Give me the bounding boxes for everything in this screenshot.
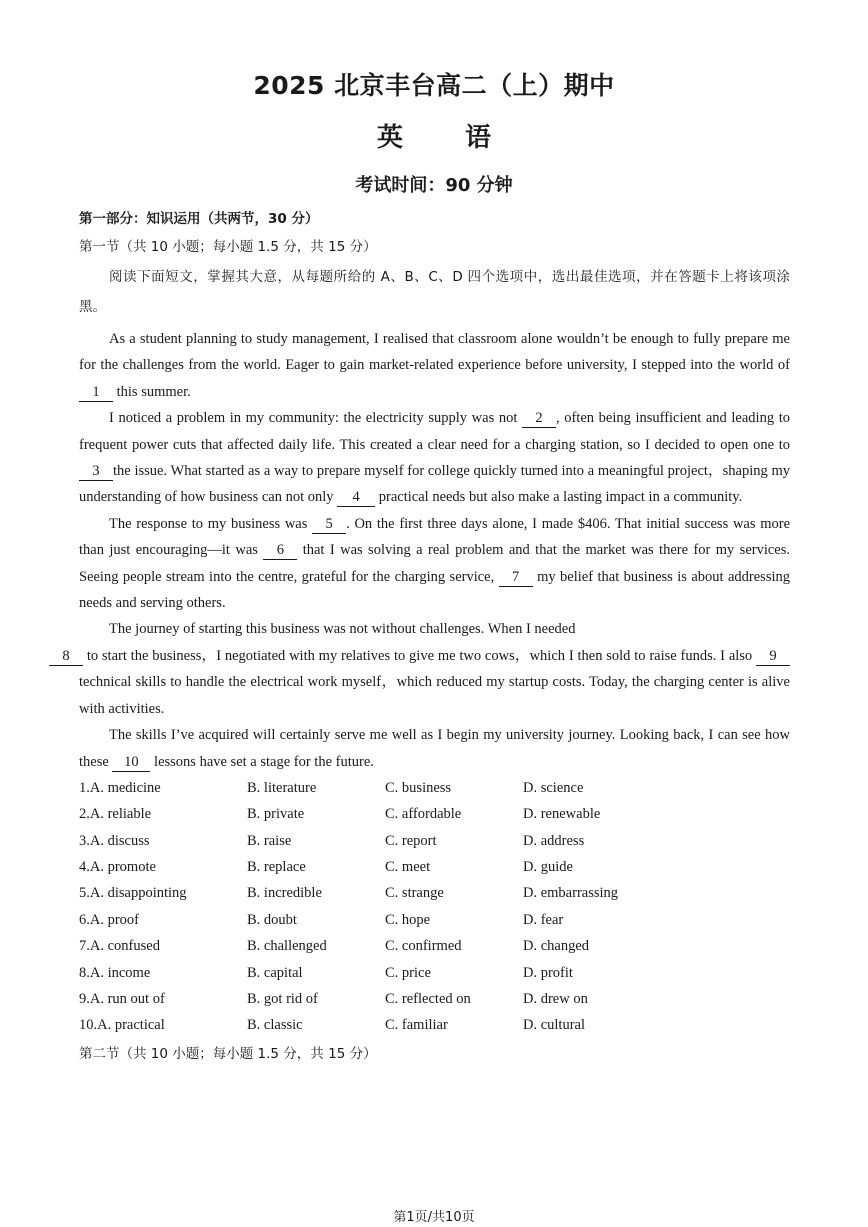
exam-title: 2025 北京丰台高二（上）期中	[253, 71, 615, 100]
subject-title	[0, 117, 868, 154]
section-heading: 第一节（共 10 小题；每小题 1.5 分，共 15 分）	[79, 239, 377, 255]
section-2-heading: 第二节（共 10 小题；每小题 1.5 分，共 15 分）	[79, 1045, 377, 1062]
blank-1: 1	[79, 383, 113, 402]
exam-body	[62, 206, 791, 1067]
blank-7: 7	[499, 568, 533, 587]
option-row: 2.A. reliable B. private C. affordable D. renewable	[79, 806, 601, 823]
option-row: 1.A. medicine B. literature C. business D. science	[79, 779, 584, 796]
option-row: 10.A. practical B. classic C. familiar D. cultural	[79, 1017, 586, 1034]
option-row: 7.A. confused B. challenged C. confirmed D. changed	[79, 938, 590, 955]
blank-3: 3	[79, 462, 113, 481]
option-row: 6.A. proof B. doubt C. hope D. fear	[79, 911, 564, 928]
option-row: 3.A. discuss B. raise C. report D. address	[79, 832, 585, 849]
part-heading: 第一部分：知识运用（共两节，30 分）	[79, 211, 319, 227]
blank-10: 10	[112, 753, 150, 772]
option-row: 9.A. run out of B. got rid of C. reflected on D. drew on	[79, 991, 588, 1008]
passage-paragraph-5: The skills I’ve acquired will certainly serve me well as I begin my university journey. Looking back, I can see how these 10 lessons have set a stage for the future.	[79, 727, 790, 770]
subject-char-2: 语	[465, 123, 492, 153]
blank-5: 5	[312, 515, 346, 534]
blank-9: 9	[756, 647, 790, 666]
passage-paragraph-3: The response to my business was 5 . On the first three days alone, I made $406. That initial success was more than just encouraging—it was 6 that I was solving a real problem and that the market was there for my services. Seeing people stream into the centre, grateful for the charging service, 7 my belief that business is about addressing needs and serving others.	[79, 515, 791, 612]
exam-duration: 考试时间：90 分钟	[355, 175, 513, 196]
subject-char-1: 英	[376, 123, 403, 153]
instructions: 阅读下面短文，掌握其大意，从每题所给的 A、B、C、D 四个选项中，选出最佳选项，并在答题卡上将该项涂黑。	[79, 269, 790, 315]
option-row: 5.A. disappointing B. incredible C. strange D. embarrassing	[79, 885, 619, 902]
passage-paragraph-4: The journey of starting this business was not without challenges. When I needed 8 to start the business，I negotiated with my relatives to give me two cows，which I then sold to raise funds. I also 9 technical skills to handle the electrical work myself，which reduced my startup costs. Today, the charging center is alive with activities.	[79, 616, 790, 722]
passage-paragraph-1: As a student planning to study management, I realised that classroom alone wouldn’t be enough to fully prepare me for the challenges from the world. Eager to gain market-related experience before university, I stepped into the world of 1 this summer.	[79, 331, 790, 400]
blank-2: 2	[522, 409, 556, 428]
option-row: 4.A. promote B. replace C. meet D. guide	[79, 859, 573, 876]
passage-paragraph-2: I noticed a problem in my community: the electricity supply was not 2 , often being insufficient and leading to frequent power cuts that affected daily life. This created a clear need for a charging station, so I decided to open one to 3 the issue. What started as a way to prepare myself for college quickly turned into a meaningful project，shaping my understanding of how business can not only 4 practical needs but also make a lasting impact in a community.	[79, 410, 790, 506]
options-list	[79, 775, 790, 1039]
option-row: 8.A. income B. capital C. price D. profit	[79, 964, 573, 981]
blank-4: 4	[337, 488, 375, 507]
page-number: 第1页/共10页	[393, 1210, 475, 1225]
blank-6: 6	[263, 541, 297, 560]
blank-8: 8	[49, 647, 83, 666]
